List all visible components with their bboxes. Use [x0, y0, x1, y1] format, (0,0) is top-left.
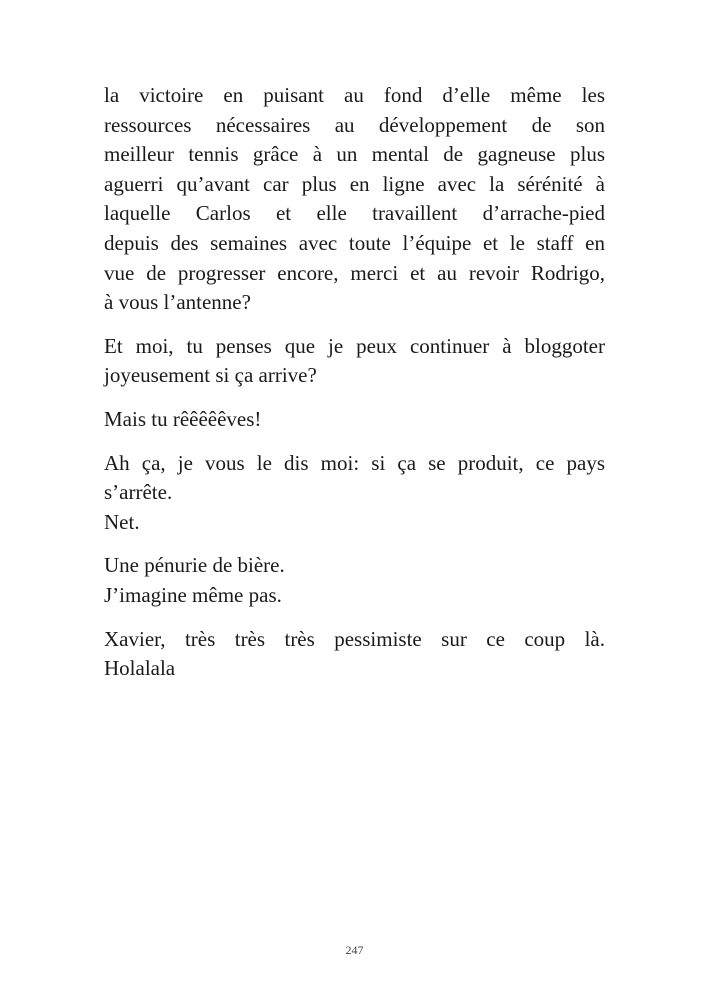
text-line: Xavier, très très très pessimiste sur ce coup là.: [104, 626, 605, 651]
text-line: depuis des semaines avec toute l’équipe et le staff en: [104, 230, 605, 255]
text-line: laquelle Carlos et elle travaillent d’arrache-pied: [104, 201, 605, 226]
text-line: Mais tu rêêêêêves!: [104, 406, 262, 431]
text-line: joyeusement si ça arrive?: [104, 363, 317, 388]
paragraph: [104, 81, 605, 318]
text-line: J’imagine même pas.: [104, 582, 282, 607]
paragraph: [104, 551, 605, 610]
body-text: [104, 81, 605, 698]
paragraph: [104, 625, 605, 684]
text-line: à vous l’antenne?: [104, 290, 251, 315]
paragraph: [104, 449, 605, 538]
text-line: Une pénurie de bière.: [104, 553, 285, 578]
text-line: vue de progresser encore, merci et au revoir Rodrigo,: [104, 260, 605, 285]
text-line: Et moi, tu penses que je peux continuer à bloggoter: [104, 333, 605, 358]
text-line: meilleur tennis grâce à un mental de gagneuse plus: [104, 142, 605, 167]
text-line: la victoire en puisant au fond d’elle même les: [104, 83, 605, 107]
text-line: Holalala: [104, 656, 176, 681]
text-line: Net.: [104, 509, 140, 534]
text-line: ressources nécessaires au développement de son: [104, 112, 605, 137]
paragraph: [104, 405, 605, 435]
page-number: 247: [345, 943, 364, 957]
text-line: s’arrête.: [104, 480, 173, 505]
paragraph: [104, 332, 605, 391]
text-line: aguerri qu’avant car plus en ligne avec la sérénité à: [104, 171, 605, 196]
text-line: Ah ça, je vous le dis moi: si ça se produit, ce pays: [104, 450, 605, 475]
